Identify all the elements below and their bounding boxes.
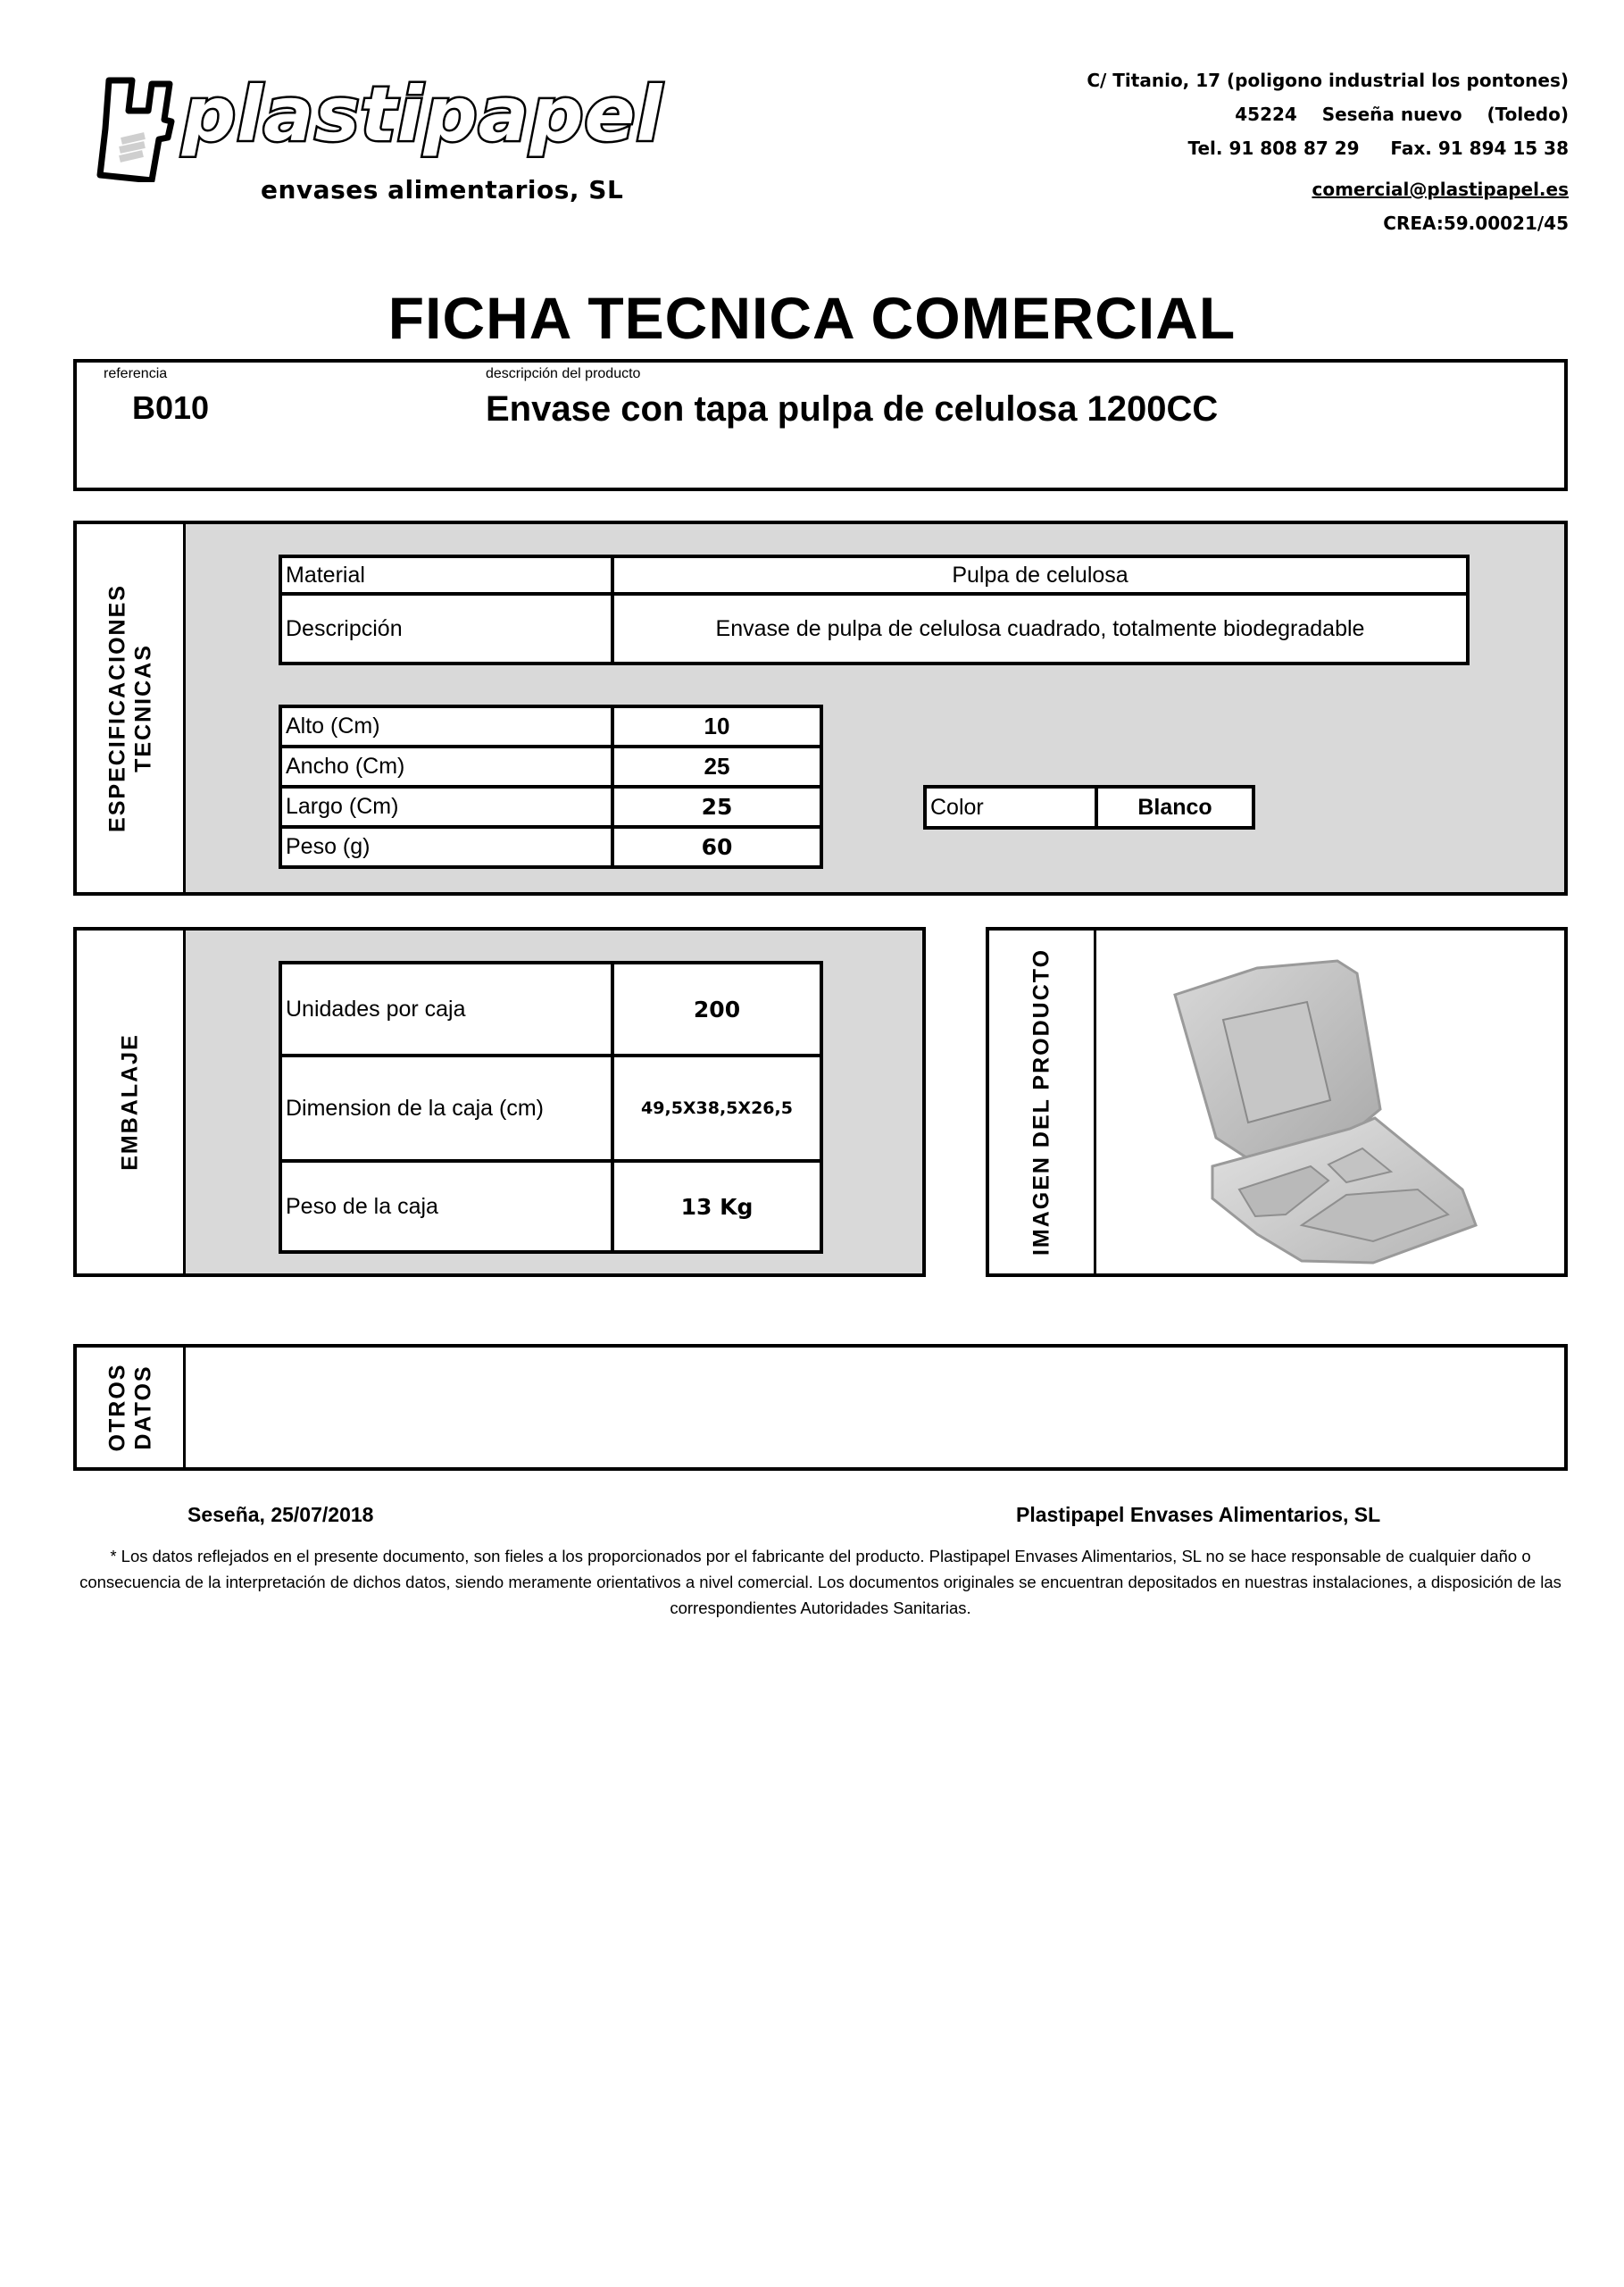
table-row: [925, 787, 1253, 828]
place-date: Seseña, 25/07/2018: [187, 1503, 374, 1526]
description-value: Envase con tapa pulpa de celulosa 1200CC: [486, 389, 1219, 429]
packaging-table: [279, 961, 823, 1254]
packaging-section: [73, 927, 926, 1277]
dimension-label: Largo (Cm): [280, 787, 612, 827]
dimension-value: 10: [612, 706, 821, 747]
packaging-row-label: Dimension de la caja (cm): [280, 1056, 612, 1161]
dimension-value: 25: [612, 747, 821, 787]
packaging-row-value: 49,5X38,5X26,5: [612, 1056, 821, 1161]
specs-section: [73, 521, 1568, 896]
packaging-row-value: 13 Kg: [612, 1161, 821, 1252]
color-value: Blanco: [1096, 787, 1253, 828]
dimension-label: Alto (Cm): [280, 706, 612, 747]
contact-address-1: C/ Titanio, 17 (poligono industrial los pontones): [1087, 70, 1569, 91]
specs-label-line1: ESPECIFICACIONES: [104, 584, 129, 832]
product-photo: [1123, 931, 1534, 1270]
table-row: [280, 963, 821, 1056]
specs-side-label: [77, 524, 186, 892]
table-row: [280, 556, 1468, 594]
color-table: [923, 785, 1255, 830]
product-image-label: IMAGEN DEL PRODUCTO: [1029, 947, 1054, 1256]
company-signature: Plastipapel Envases Alimentarios, SL: [1016, 1503, 1381, 1526]
other-label-line2: DATOS: [129, 1365, 155, 1450]
other-data-content: [202, 1356, 1555, 1458]
page-title: FICHA TECNICA COMERCIAL: [387, 285, 1237, 351]
reference-box: [73, 359, 1568, 491]
descripcion-label: Descripción: [280, 594, 612, 664]
dimension-value: 25: [612, 787, 821, 827]
contact-address-2: 45224 Seseña nuevo (Toledo): [1235, 104, 1569, 125]
description-label: descripción del producto: [486, 366, 641, 381]
disclaimer-text: * Los datos reflejados en el presente documento, son fieles a los proporcionados por el fabricante del producto. Plastipapel Envases Alimentarios, SL no se hace responsable de cualquier daño o consecuencia de la interpretación de dichos datos, siendo meramente orientativos a nivel comercial. Los documentos originales se encuentran depositados en nuestras instalaciones, a disposición de las correspondientes Autoridades Sanitarias.: [79, 1547, 1562, 1617]
packaging-row-label: Peso de la caja: [280, 1161, 612, 1252]
table-row: [280, 1056, 821, 1161]
other-label-line1: OTROS: [104, 1363, 129, 1452]
dimension-label: Ancho (Cm): [280, 747, 612, 787]
table-row: [280, 1161, 821, 1252]
dimension-label: Peso (g): [280, 827, 612, 867]
contact-email[interactable]: [1312, 179, 1569, 200]
crea-number: CREA:59.00021/45: [1383, 213, 1569, 234]
table-row: [280, 706, 821, 747]
color-label: Color: [925, 787, 1096, 828]
packaging-label: EMBALAJE: [117, 1033, 143, 1171]
packaging-row-label: Unidades por caja: [280, 963, 612, 1056]
packaging-row-value: 200: [612, 963, 821, 1056]
other-data-section: [73, 1344, 1568, 1471]
logo-subtitle: envases alimentarios, SL: [261, 175, 624, 204]
other-data-side-label: [77, 1348, 186, 1467]
reference-label: referencia: [104, 366, 168, 381]
product-image-side-label: [989, 931, 1096, 1273]
company-logo: [93, 70, 663, 213]
packaging-side-label: [77, 931, 186, 1273]
material-table: [279, 555, 1470, 665]
table-row: [280, 594, 1468, 664]
product-image-section: [986, 927, 1568, 1277]
dimension-value: 60: [612, 827, 821, 867]
table-row: [280, 787, 821, 827]
material-value: Pulpa de celulosa: [612, 556, 1468, 594]
reference-value: B010: [132, 389, 210, 426]
dimensions-table: [279, 705, 823, 869]
table-row: [280, 827, 821, 867]
email-link[interactable]: comercial@plastipapel.es: [1312, 179, 1569, 200]
logo-wordmark: plastipapel: [182, 71, 663, 158]
specs-label-line2: TECNICAS: [129, 644, 155, 772]
material-label: Material: [280, 556, 612, 594]
shopping-bag-icon: [93, 75, 191, 182]
contact-phone-fax: Tel. 91 808 87 29 Fax. 91 894 15 38: [1187, 138, 1569, 159]
table-row: [280, 747, 821, 787]
descripcion-value: Envase de pulpa de celulosa cuadrado, totalmente biodegradable: [612, 594, 1468, 664]
